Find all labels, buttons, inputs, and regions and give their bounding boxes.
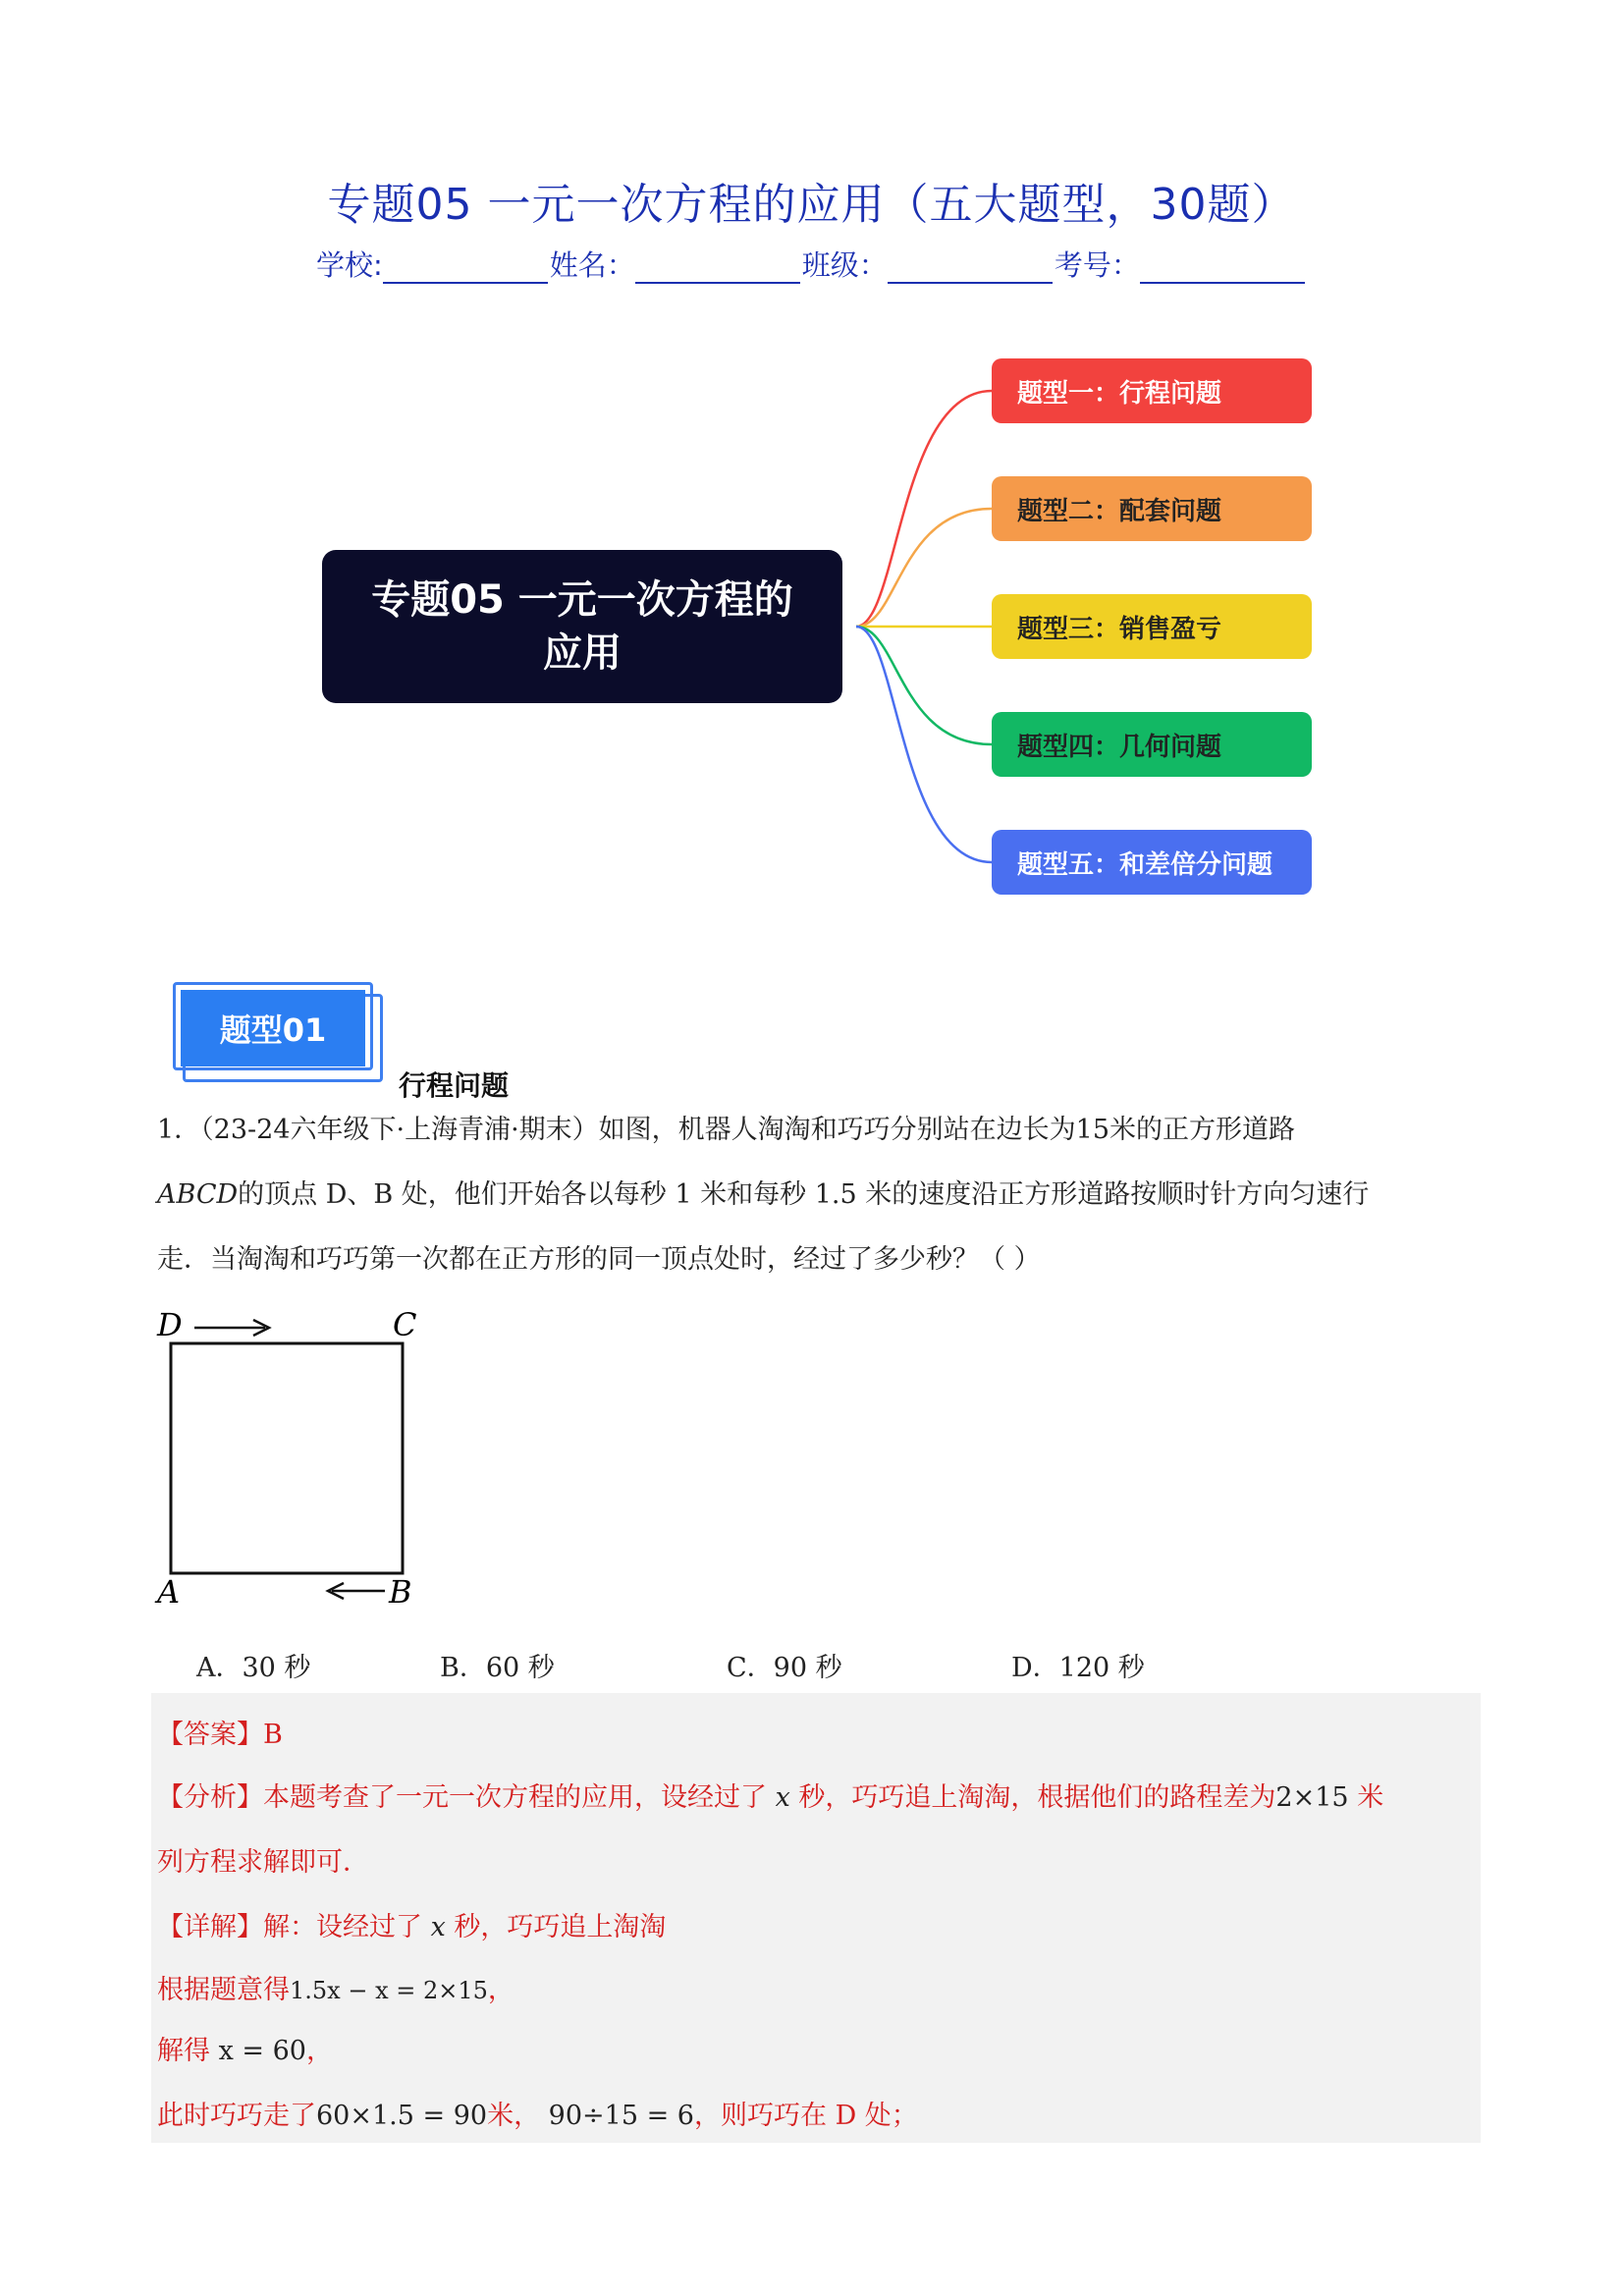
solution-line <box>157 2029 333 2067</box>
square-road <box>171 1343 403 1573</box>
equation-end: ， <box>487 1975 514 2005</box>
name-label: 姓名： <box>549 248 635 282</box>
vertex-d-label: D <box>157 1306 183 1343</box>
option-b[interactable]: B．60 秒 <box>440 1653 555 1683</box>
option-a[interactable]: A．30 秒 <box>196 1653 311 1683</box>
question-line-1: 1．（23-24六年级下·上海青浦·期末）如图，机器人淘淘和巧巧分别站在边长为15米的正方形道路 <box>157 1115 1296 1145</box>
analysis-line-2: 列方程求解即可． <box>157 1847 369 1878</box>
conclusion-text-mid: 米， <box>487 2101 541 2131</box>
mindmap-line-4 <box>856 627 992 744</box>
square-road-figure <box>153 1298 428 1613</box>
mindmap-node-2[interactable]: 题型二：配套问题 <box>992 476 1312 541</box>
vertex-a-label: A <box>157 1573 181 1611</box>
solution-text: 解得 <box>157 2036 210 2066</box>
detail-var: x <box>430 1912 446 1942</box>
mindmap-center-line1: 专题05 一元一次方程的 <box>371 577 793 623</box>
document-title: 专题05 一元一次方程的应用（五大题型，30题） <box>327 180 1296 230</box>
badge-label: 题型01 <box>181 990 365 1066</box>
equation-line <box>157 1968 514 2006</box>
analysis-text: 【分析】本题考查了一元一次方程的应用，设经过了 <box>157 1782 767 1813</box>
class-label: 班级： <box>801 248 888 282</box>
conclusion-line <box>157 2094 918 2132</box>
mindmap-node-4[interactable]: 题型四：几何问题 <box>992 712 1312 777</box>
equation-text: 根据题意得 <box>157 1975 290 2005</box>
arrow-right-icon <box>194 1320 269 1336</box>
solution-expr: x = 60 <box>218 2036 306 2066</box>
mindmap-node-1[interactable]: 题型一：行程问题 <box>992 358 1312 423</box>
arrow-left-icon <box>328 1583 385 1599</box>
number-label: 考号： <box>1054 248 1140 282</box>
conclusion-text-end: ，则巧巧在 D 处； <box>693 2101 918 2131</box>
mindmap-line-5 <box>856 627 992 862</box>
option-c[interactable]: C．90 秒 <box>727 1653 842 1683</box>
mindmap-node-3[interactable]: 题型三：销售盈亏 <box>992 594 1312 659</box>
detail-line <box>157 1905 666 1943</box>
analysis-line-1 <box>157 1776 1383 1814</box>
mindmap-line-2 <box>856 509 992 627</box>
mindmap-line-1 <box>856 391 992 627</box>
conclusion-expr-1: 60×1.5 = 90 <box>316 2101 488 2131</box>
mindmap-connectors <box>0 0 1623 933</box>
detail-text: 【详解】解：设经过了 <box>157 1912 422 1942</box>
analysis-text-mid: 秒，巧巧追上淘淘，根据他们的路程差为 <box>798 1782 1276 1813</box>
vertex-c-label: C <box>393 1306 417 1343</box>
vertex-b-label: B <box>389 1573 412 1611</box>
equation-expr: 1.5x − x = 2×15 <box>290 1977 488 2004</box>
mindmap-node-5[interactable]: 题型五：和差倍分问题 <box>992 830 1312 895</box>
mindmap-center-line2: 应用 <box>543 630 622 676</box>
analysis-unit: 米 <box>1357 1782 1384 1813</box>
question-line-2-text: 的顶点 D、B 处，他们开始各以每秒 1 米和每秒 1.5 米的速度沿正方形道路按顺时针方向匀速行 <box>238 1179 1370 1210</box>
analysis-expr: 2×15 <box>1275 1782 1349 1813</box>
question-body <box>157 1098 1473 1292</box>
question-line-2 <box>157 1163 1473 1228</box>
solution-end: ， <box>305 2036 333 2066</box>
analysis-var: x <box>775 1782 790 1813</box>
mindmap-center-node <box>322 550 842 703</box>
detail-text-rest: 秒，巧巧追上淘淘 <box>454 1912 667 1942</box>
section-badge <box>173 982 379 1076</box>
school-label: 学校: <box>316 248 383 282</box>
section-title: 行程问题 <box>399 1069 510 1102</box>
answer-line: 【答案】B <box>157 1720 283 1750</box>
conclusion-text: 此时巧巧走了 <box>157 2101 316 2131</box>
square-name: ABCD <box>157 1179 239 1210</box>
conclusion-expr-2: 90÷15 = 6 <box>548 2101 694 2131</box>
option-d[interactable]: D．120 秒 <box>1011 1653 1145 1683</box>
question-line-3: 走．当淘淘和巧巧第一次都在正方形的同一顶点处时，经过了多少秒？（ ） <box>157 1244 1041 1275</box>
